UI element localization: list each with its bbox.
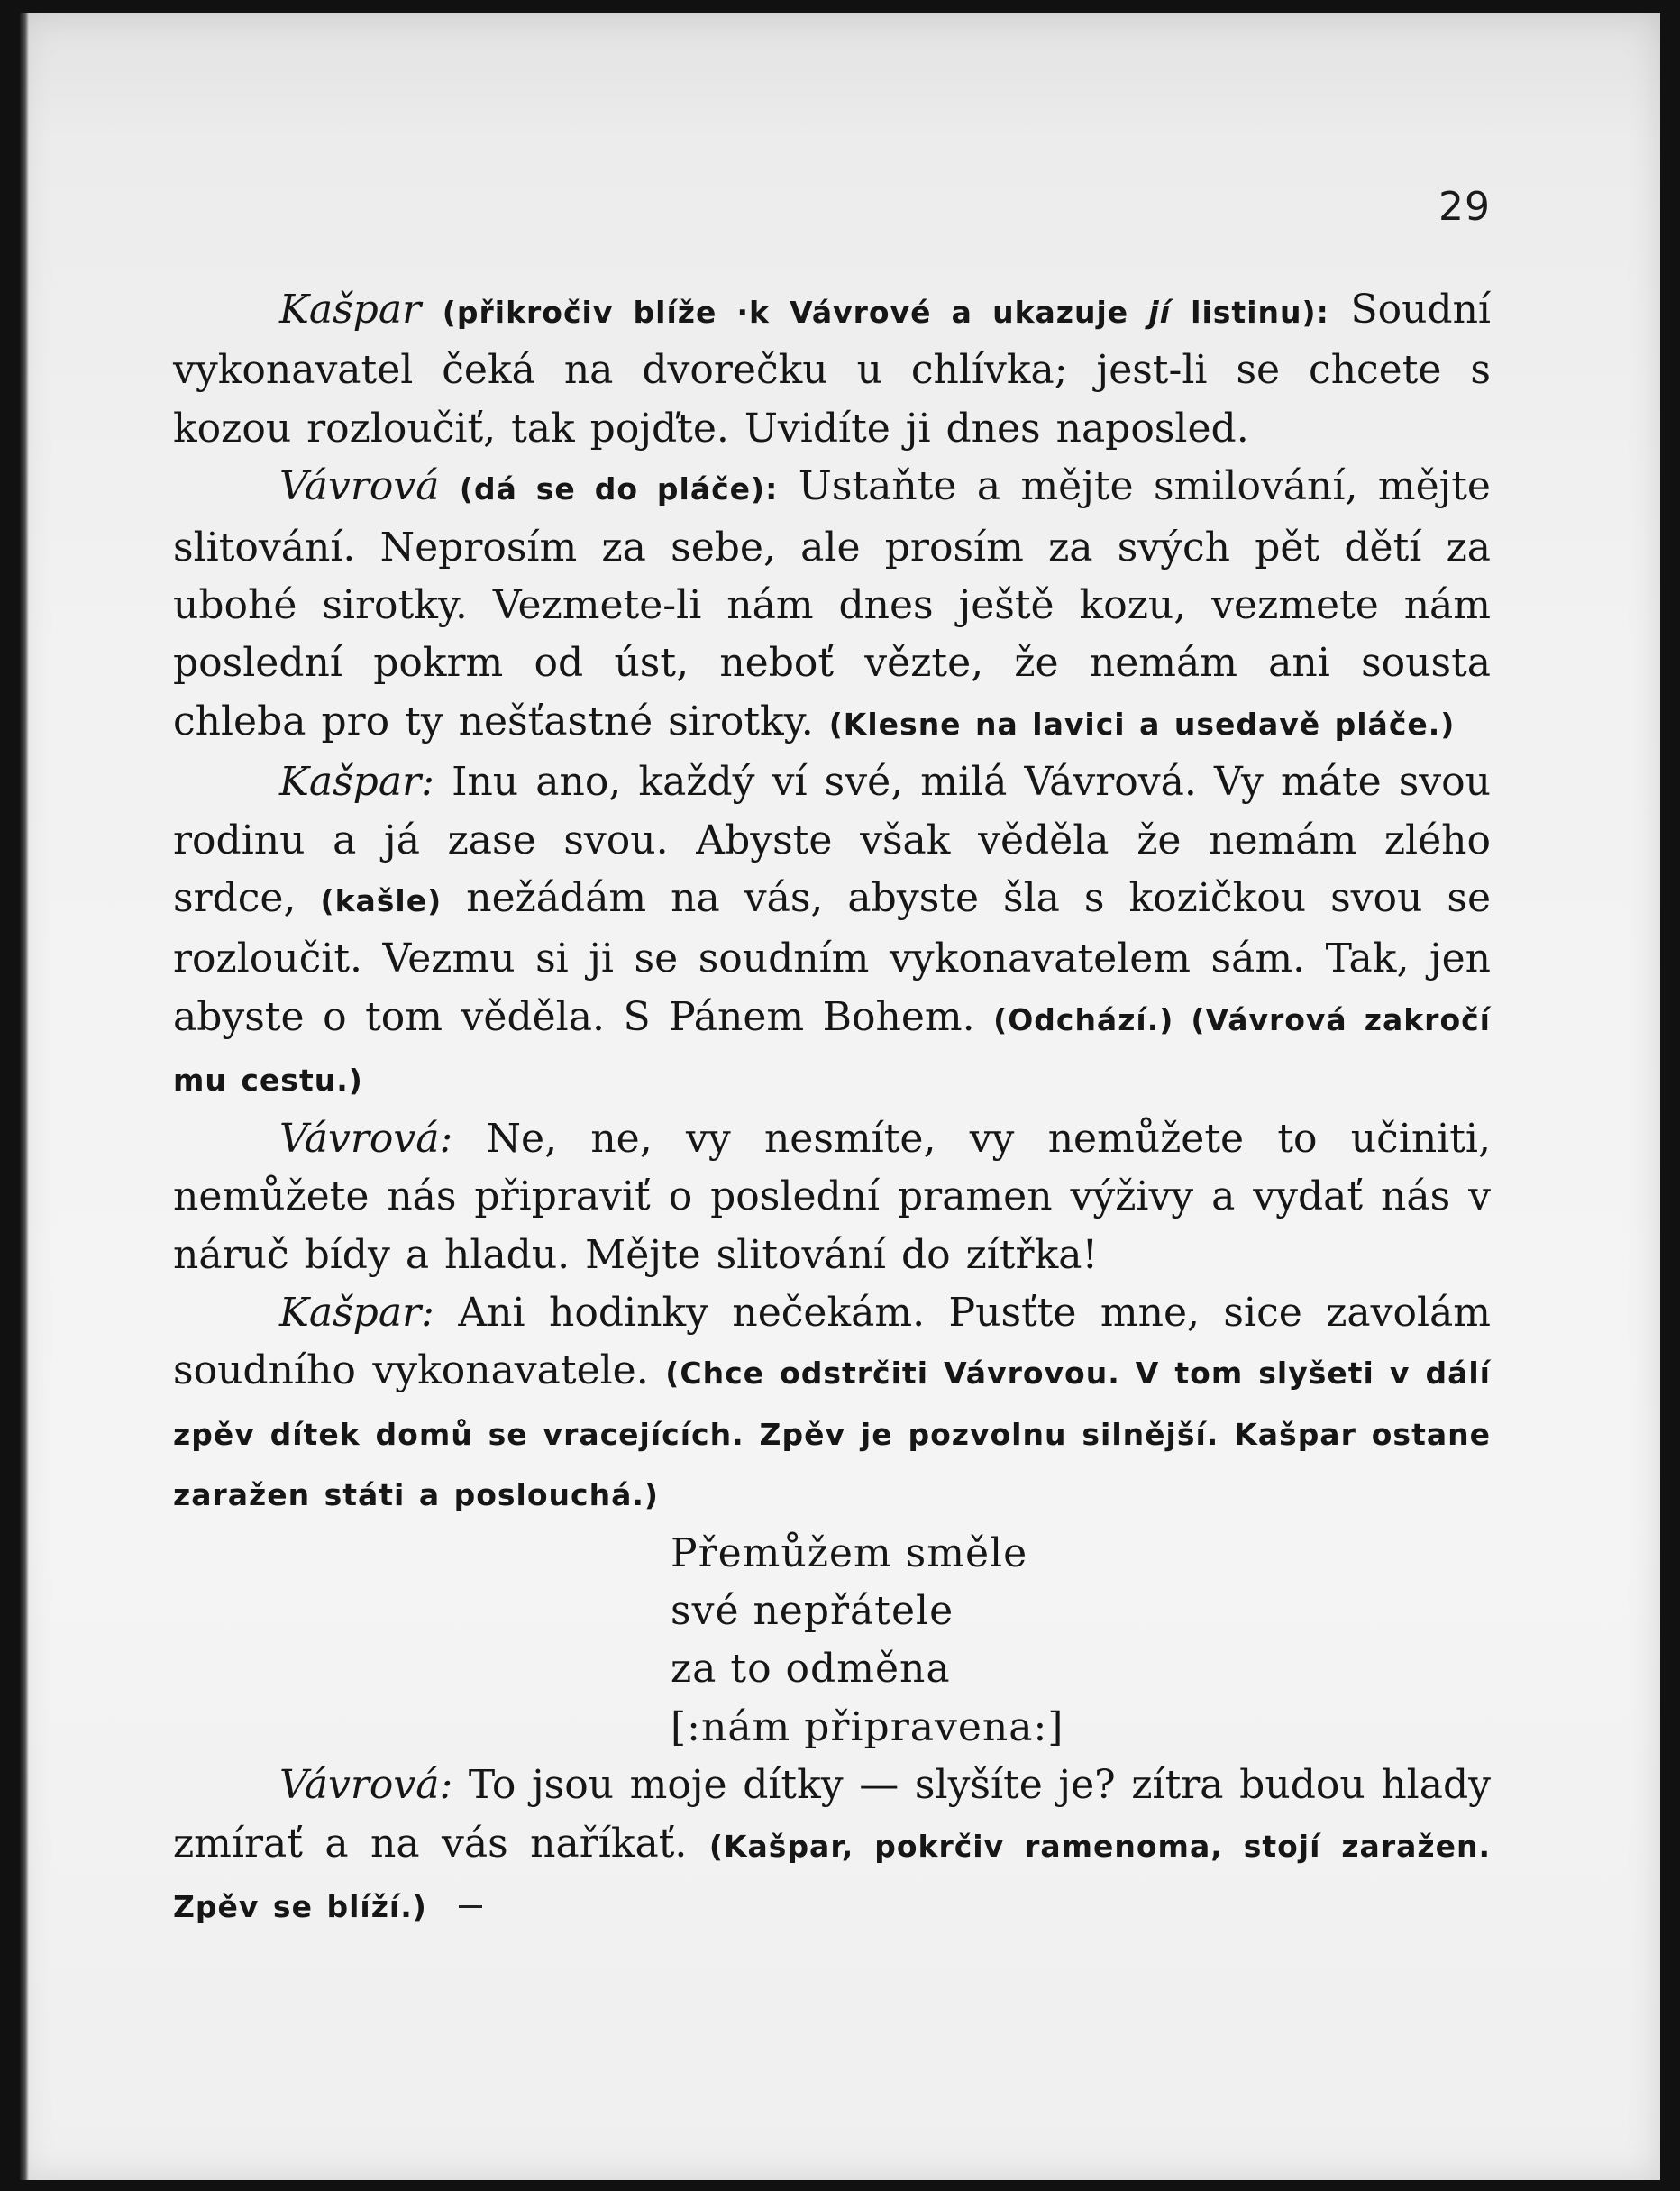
paragraph-kaspar-2 xyxy=(173,753,1491,1109)
stage-direction: (Chce odstrčiti Vávrovou. V tom slyšeti v dálí zpěv dítek domů se vracejících. Zpěv je pozvolnu silnější. Kašpar ostane zaražen státi a poslouchá.) xyxy=(173,1356,1491,1513)
speaker-name: Kašpar: xyxy=(279,1289,434,1336)
speaker-name: Kašpar xyxy=(279,287,422,333)
dialogue-text: Ani hodinky nečekám. Pusťte mne, sice zavolám soudního vykonavatele. xyxy=(173,1289,1491,1394)
stage-direction: (Odchází.) (Vávrová zakročí mu cestu.) xyxy=(173,1001,1491,1099)
dialogue-text: Ustaňte a mějte smilování, mějte slitování. Neprosím za sebe, ale prosím za svých pět dětí za ubohé sirotky. Vezmete-li nám dnes ještě kozu, vezmete nám poslední pokrm od úst, neboť vězte, že nemám ani sousta chleba pro ty nešťastné sirotky. xyxy=(173,463,1491,744)
book-page xyxy=(20,13,1660,2180)
dialogue-text: To jsou moje dítky — slyšíte je? zítra budou hlady zmírať a na vás naříkať. xyxy=(173,1762,1491,1867)
paragraph-kaspar-3 xyxy=(173,1284,1491,1525)
paragraph-vavrova-3 xyxy=(173,1757,1491,1936)
dialogue-text: nežádám na vás, abyste šla s kozičkou svou se rozloučit. Vezmu si ji se soudním vykonavatelem sám. Tak, jen abyste o tom věděla. S Pánem Bohem. xyxy=(173,875,1491,1040)
dialogue-text: Soudní vykonavatel čeká na dvorečku u chlívka; jest-li se chcete s kozou rozloučiť, tak pojďte. Uvidíte ji dnes naposled. xyxy=(173,287,1491,452)
dialogue-text: Inu ano, každý ví své, milá Vávrová. Vy máte svou rodinu a já zase svou. Abyste však věděla že nemám zlého srdce, xyxy=(173,759,1491,922)
speaker-name: Vávrová: xyxy=(279,1115,453,1162)
page-number: 29 xyxy=(1438,184,1491,230)
stage-direction: (Klesne na lavici a usedavě pláče.) xyxy=(828,706,1456,742)
stage-direction: (přikročiv blíže ·k Vávrové a ukazuje jí listinu): xyxy=(442,295,1329,330)
end-dash-mark xyxy=(459,1905,482,1908)
song-verse xyxy=(173,1525,1491,1757)
dialogue-text: Ne, ne, vy nesmíte, vy nemůžete to učiniti, nemůžete nás připraviť o poslední pramen výživy a vydať nás v náruč bídy a hladu. Mějte slitování do zítřka! xyxy=(173,1115,1491,1278)
play-text xyxy=(173,281,1491,1936)
stage-direction: (dá se do pláče): xyxy=(459,471,779,507)
paragraph-kaspar-1 xyxy=(173,281,1491,458)
speaker-name: Vávrová: xyxy=(279,1762,453,1809)
paragraph-vavrova-2 xyxy=(173,1110,1491,1284)
verse-line: své nepřátele xyxy=(671,1587,954,1634)
verse-line: [:nám připravena:] xyxy=(671,1703,1064,1750)
speaker-name: Vávrová xyxy=(279,463,440,510)
page-binding-edge xyxy=(20,13,29,2180)
verse-line: za to odměna xyxy=(671,1646,951,1693)
stage-direction: (Kašpar, pokrčiv ramenoma, stojí zaražen. Zpěv se blíží.) xyxy=(173,1828,1491,1924)
paragraph-vavrova-1 xyxy=(173,458,1491,753)
stage-direction: (kašle) xyxy=(320,883,443,919)
verse-line: Přemůžem směle xyxy=(671,1529,1028,1576)
speaker-name: Kašpar: xyxy=(279,759,434,806)
